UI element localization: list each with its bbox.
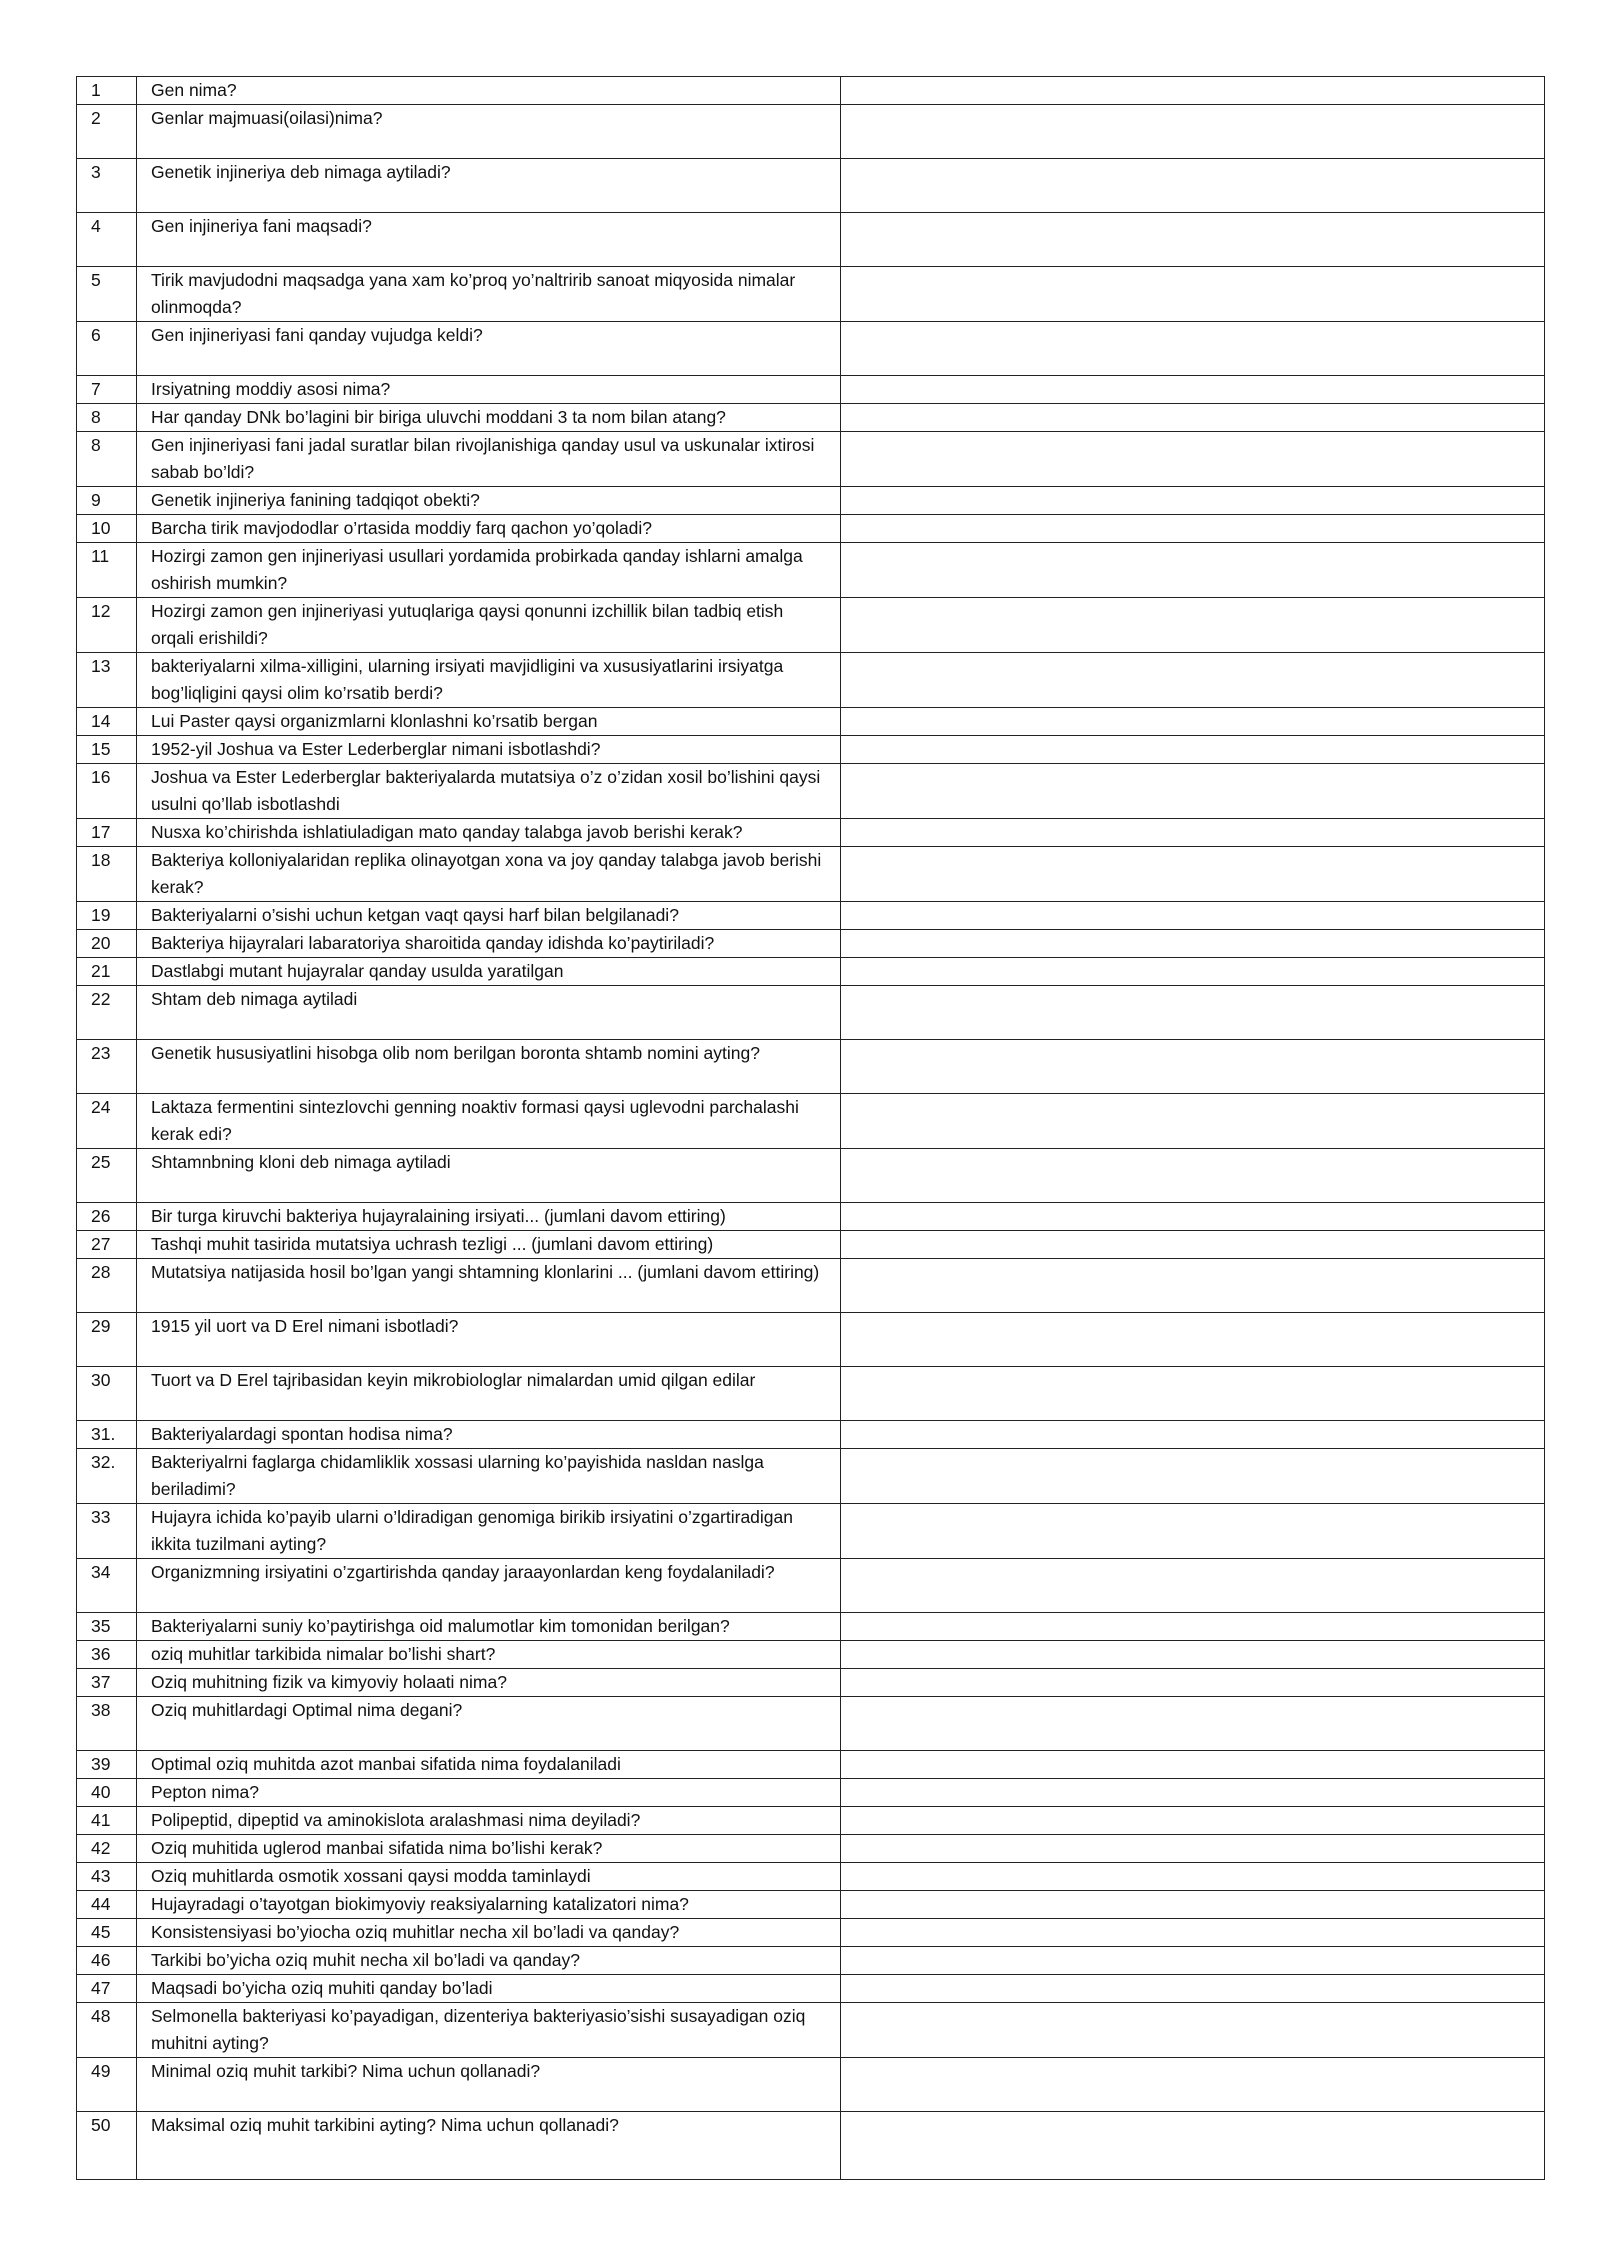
table-row bbox=[77, 543, 1545, 598]
table-row bbox=[77, 77, 1545, 105]
answer-cell[interactable] bbox=[841, 1835, 1545, 1863]
table-row bbox=[77, 105, 1545, 159]
question-number: 26 bbox=[77, 1203, 137, 1231]
answer-cell[interactable] bbox=[841, 1697, 1545, 1751]
question-text: Maksimal oziq muhit tarkibini ayting? Nima uchun qollanadi? bbox=[137, 2112, 841, 2180]
answer-cell[interactable] bbox=[841, 1313, 1545, 1367]
answer-cell[interactable] bbox=[841, 1891, 1545, 1919]
table-row bbox=[77, 653, 1545, 708]
question-text: Bakteriyalardagi spontan hodisa nima? bbox=[137, 1421, 841, 1449]
answer-cell[interactable] bbox=[841, 1947, 1545, 1975]
table-row bbox=[77, 1231, 1545, 1259]
question-number: 32. bbox=[77, 1449, 137, 1504]
table-row bbox=[77, 819, 1545, 847]
answer-cell[interactable] bbox=[841, 930, 1545, 958]
answer-cell[interactable] bbox=[841, 1231, 1545, 1259]
table-row bbox=[77, 487, 1545, 515]
table-row bbox=[77, 598, 1545, 653]
question-text: Mutatsiya natijasida hosil bo’lgan yangi shtamning klonlarini ... (jumlani davom ettiring) bbox=[137, 1259, 841, 1313]
table-row bbox=[77, 1613, 1545, 1641]
table-row bbox=[77, 322, 1545, 376]
question-number: 22 bbox=[77, 986, 137, 1040]
question-number: 29 bbox=[77, 1313, 137, 1367]
question-number: 10 bbox=[77, 515, 137, 543]
question-text: Genetik hususiyatlini hisobga olib nom berilgan boronta shtamb nomini ayting? bbox=[137, 1040, 841, 1094]
question-number: 37 bbox=[77, 1669, 137, 1697]
question-number: 11 bbox=[77, 543, 137, 598]
questions-table-body bbox=[77, 77, 1545, 2180]
questions-table bbox=[76, 76, 1545, 2180]
table-row bbox=[77, 986, 1545, 1040]
question-text: oziq muhitlar tarkibida nimalar bo’lishi shart? bbox=[137, 1641, 841, 1669]
table-row bbox=[77, 958, 1545, 986]
table-row bbox=[77, 376, 1545, 404]
question-number: 1 bbox=[77, 77, 137, 105]
question-text: Tashqi muhit tasirida mutatsiya uchrash tezligi ... (jumlani davom ettiring) bbox=[137, 1231, 841, 1259]
answer-cell[interactable] bbox=[841, 1149, 1545, 1203]
table-row bbox=[77, 267, 1545, 322]
question-number: 40 bbox=[77, 1779, 137, 1807]
question-number: 12 bbox=[77, 598, 137, 653]
question-text: Gen injineriya fani maqsadi? bbox=[137, 213, 841, 267]
answer-cell[interactable] bbox=[841, 432, 1545, 487]
question-text: Genetik injineriya fanining tadqiqot obekti? bbox=[137, 487, 841, 515]
table-row bbox=[77, 1697, 1545, 1751]
table-row bbox=[77, 1919, 1545, 1947]
table-row bbox=[77, 1040, 1545, 1094]
question-number: 23 bbox=[77, 1040, 137, 1094]
question-text: Barcha tirik mavjododlar o’rtasida moddiy farq qachon yo’qoladi? bbox=[137, 515, 841, 543]
question-text: Gen injineriyasi fani jadal suratlar bilan rivojlanishiga qanday usul va uskunalar ixtirosi sabab bo’ldi? bbox=[137, 432, 841, 487]
question-text: Pepton nima? bbox=[137, 1779, 841, 1807]
table-row bbox=[77, 1807, 1545, 1835]
question-text: Joshua va Ester Lederberglar bakteriyalarda mutatsiya o’z o’zidan xosil bo’lishini qaysi usulni qo’llab isbotlashdi bbox=[137, 764, 841, 819]
table-row bbox=[77, 930, 1545, 958]
answer-cell[interactable] bbox=[841, 1751, 1545, 1779]
question-number: 45 bbox=[77, 1919, 137, 1947]
table-row bbox=[77, 213, 1545, 267]
question-number: 34 bbox=[77, 1559, 137, 1613]
question-text: 1952-yil Joshua va Ester Lederberglar nimani isbotlashdi? bbox=[137, 736, 841, 764]
question-number: 2 bbox=[77, 105, 137, 159]
question-number: 24 bbox=[77, 1094, 137, 1149]
answer-cell[interactable] bbox=[841, 1559, 1545, 1613]
question-number: 3 bbox=[77, 159, 137, 213]
table-row bbox=[77, 515, 1545, 543]
question-number: 18 bbox=[77, 847, 137, 902]
question-text: bakteriyalarni xilma-xilligini, ularning irsiyati mavjidligini va xususiyatlarini irsiyatga bog’liqligini qaysi olim ko’rsatib berdi? bbox=[137, 653, 841, 708]
question-number: 7 bbox=[77, 376, 137, 404]
table-row bbox=[77, 1421, 1545, 1449]
answer-cell[interactable] bbox=[841, 1094, 1545, 1149]
answer-cell[interactable] bbox=[841, 515, 1545, 543]
question-number: 35 bbox=[77, 1613, 137, 1641]
question-text: Tarkibi bo’yicha oziq muhit necha xil bo’ladi va qanday? bbox=[137, 1947, 841, 1975]
question-text: Bir turga kiruvchi bakteriya hujayralaining irsiyati... (jumlani davom ettiring) bbox=[137, 1203, 841, 1231]
table-row bbox=[77, 1863, 1545, 1891]
table-row bbox=[77, 1975, 1545, 2003]
question-number: 39 bbox=[77, 1751, 137, 1779]
table-row bbox=[77, 1259, 1545, 1313]
question-number: 48 bbox=[77, 2003, 137, 2058]
question-text: Hujayra ichida ko’payib ularni o’ldiradigan genomiga birikib irsiyatini o’zgartiradigan ikkita tuzilmani ayting? bbox=[137, 1504, 841, 1559]
answer-cell[interactable] bbox=[841, 958, 1545, 986]
question-number: 33 bbox=[77, 1504, 137, 1559]
answer-cell[interactable] bbox=[841, 1669, 1545, 1697]
question-number: 38 bbox=[77, 1697, 137, 1751]
table-row bbox=[77, 1779, 1545, 1807]
question-text: Bakteriyalarni suniy ko’paytirishga oid malumotlar kim tomonidan berilgan? bbox=[137, 1613, 841, 1641]
question-number: 27 bbox=[77, 1231, 137, 1259]
question-number: 17 bbox=[77, 819, 137, 847]
question-number: 19 bbox=[77, 902, 137, 930]
question-text: Tuort va D Erel tajribasidan keyin mikrobiologlar nimalardan umid qilgan edilar bbox=[137, 1367, 841, 1421]
table-row bbox=[77, 1313, 1545, 1367]
table-row bbox=[77, 1835, 1545, 1863]
question-number: 8 bbox=[77, 432, 137, 487]
table-row bbox=[77, 1669, 1545, 1697]
table-row bbox=[77, 1504, 1545, 1559]
question-text: Bakteriyalrni faglarga chidamliklik xossasi ularning ko’payishida nasldan naslga beriladimi? bbox=[137, 1449, 841, 1504]
question-number: 9 bbox=[77, 487, 137, 515]
answer-cell[interactable] bbox=[841, 159, 1545, 213]
answer-cell[interactable] bbox=[841, 1641, 1545, 1669]
answer-cell[interactable] bbox=[841, 1975, 1545, 2003]
question-number: 42 bbox=[77, 1835, 137, 1863]
question-number: 15 bbox=[77, 736, 137, 764]
answer-cell[interactable] bbox=[841, 105, 1545, 159]
answer-cell[interactable] bbox=[841, 2112, 1545, 2180]
answer-cell[interactable] bbox=[841, 543, 1545, 598]
table-row bbox=[77, 159, 1545, 213]
question-text: Optimal oziq muhitda azot manbai sifatida nima foydalaniladi bbox=[137, 1751, 841, 1779]
question-text: Hujayradagi o’tayotgan biokimyoviy reaksiyalarning katalizatori nima? bbox=[137, 1891, 841, 1919]
question-number: 36 bbox=[77, 1641, 137, 1669]
answer-cell[interactable] bbox=[841, 404, 1545, 432]
question-text: Bakteriya kolloniyalaridan replika olinayotgan xona va joy qanday talabga javob berishi kerak? bbox=[137, 847, 841, 902]
question-text: Nusxa ko’chirishda ishlatiuladigan mato qanday talabga javob berishi kerak? bbox=[137, 819, 841, 847]
question-number: 28 bbox=[77, 1259, 137, 1313]
table-row bbox=[77, 1751, 1545, 1779]
answer-cell[interactable] bbox=[841, 1613, 1545, 1641]
answer-cell[interactable] bbox=[841, 487, 1545, 515]
answer-cell[interactable] bbox=[841, 1040, 1545, 1094]
answer-cell[interactable] bbox=[841, 986, 1545, 1040]
question-text: Shtam deb nimaga aytiladi bbox=[137, 986, 841, 1040]
answer-cell[interactable] bbox=[841, 1421, 1545, 1449]
question-number: 16 bbox=[77, 764, 137, 819]
question-text: Oziq muhitning fizik va kimyoviy holaati nima? bbox=[137, 1669, 841, 1697]
answer-cell[interactable] bbox=[841, 267, 1545, 322]
question-number: 41 bbox=[77, 1807, 137, 1835]
table-row bbox=[77, 764, 1545, 819]
answer-cell[interactable] bbox=[841, 1367, 1545, 1421]
question-text: Konsistensiyasi bo’yiocha oziq muhitlar necha xil bo’ladi va qanday? bbox=[137, 1919, 841, 1947]
question-number: 6 bbox=[77, 322, 137, 376]
answer-cell[interactable] bbox=[841, 764, 1545, 819]
answer-cell[interactable] bbox=[841, 1807, 1545, 1835]
question-number: 5 bbox=[77, 267, 137, 322]
question-text: Oziq muhitida uglerod manbai sifatida nima bo’lishi kerak? bbox=[137, 1835, 841, 1863]
table-row bbox=[77, 736, 1545, 764]
table-row bbox=[77, 902, 1545, 930]
answer-cell[interactable] bbox=[841, 1203, 1545, 1231]
table-row bbox=[77, 1947, 1545, 1975]
table-row bbox=[77, 1367, 1545, 1421]
question-text: Maqsadi bo’yicha oziq muhiti qanday bo’ladi bbox=[137, 1975, 841, 2003]
answer-cell[interactable] bbox=[841, 847, 1545, 902]
answer-cell[interactable] bbox=[841, 376, 1545, 404]
question-text: Laktaza fermentini sintezlovchi genning noaktiv formasi qaysi uglevodni parchalashi kerak edi? bbox=[137, 1094, 841, 1149]
question-text: Har qanday DNk bo’lagini bir biriga uluvchi moddani 3 ta nom bilan atang? bbox=[137, 404, 841, 432]
question-text: Polipeptid, dipeptid va aminokislota aralashmasi nima deyiladi? bbox=[137, 1807, 841, 1835]
table-row bbox=[77, 1149, 1545, 1203]
question-number: 30 bbox=[77, 1367, 137, 1421]
table-row bbox=[77, 1891, 1545, 1919]
question-text: Irsiyatning moddiy asosi nima? bbox=[137, 376, 841, 404]
question-number: 44 bbox=[77, 1891, 137, 1919]
question-text: Gen injineriyasi fani qanday vujudga keldi? bbox=[137, 322, 841, 376]
question-text: 1915 yil uort va D Erel nimani isbotladi? bbox=[137, 1313, 841, 1367]
table-row bbox=[77, 2058, 1545, 2112]
question-text: Genlar majmuasi(oilasi)nima? bbox=[137, 105, 841, 159]
question-number: 14 bbox=[77, 708, 137, 736]
answer-cell[interactable] bbox=[841, 213, 1545, 267]
question-number: 20 bbox=[77, 930, 137, 958]
answer-cell[interactable] bbox=[841, 2058, 1545, 2112]
answer-cell[interactable] bbox=[841, 653, 1545, 708]
question-number: 49 bbox=[77, 2058, 137, 2112]
question-number: 8 bbox=[77, 404, 137, 432]
table-row bbox=[77, 1641, 1545, 1669]
question-text: Genetik injineriya deb nimaga aytiladi? bbox=[137, 159, 841, 213]
question-text: Selmonella bakteriyasi ko’payadigan, dizenteriya bakteriyasio’sishi susayadigan oziq muhitni ayting? bbox=[137, 2003, 841, 2058]
answer-cell[interactable] bbox=[841, 1449, 1545, 1504]
answer-cell[interactable] bbox=[841, 902, 1545, 930]
question-text: Dastlabgi mutant hujayralar qanday usulda yaratilgan bbox=[137, 958, 841, 986]
table-row bbox=[77, 1449, 1545, 1504]
question-text: Hozirgi zamon gen injineriyasi usullari yordamida probirkada qanday ishlarni amalga oshirish mumkin? bbox=[137, 543, 841, 598]
answer-cell[interactable] bbox=[841, 1779, 1545, 1807]
question-text: Oziq muhitlarda osmotik xossani qaysi modda taminlaydi bbox=[137, 1863, 841, 1891]
table-row bbox=[77, 1203, 1545, 1231]
question-text: Lui Paster qaysi organizmlarni klonlashni ko’rsatib bergan bbox=[137, 708, 841, 736]
question-text: Gen nima? bbox=[137, 77, 841, 105]
table-row bbox=[77, 1559, 1545, 1613]
question-text: Organizmning irsiyatini o’zgartirishda qanday jaraayonlardan keng foydalaniladi? bbox=[137, 1559, 841, 1613]
question-number: 13 bbox=[77, 653, 137, 708]
table-row bbox=[77, 708, 1545, 736]
answer-cell[interactable] bbox=[841, 2003, 1545, 2058]
answer-cell[interactable] bbox=[841, 322, 1545, 376]
question-number: 21 bbox=[77, 958, 137, 986]
answer-cell[interactable] bbox=[841, 1504, 1545, 1559]
question-text: Tirik mavjudodni maqsadga yana xam ko’proq yo’naltririb sanoat miqyosida nimalar olinmoqda? bbox=[137, 267, 841, 322]
answer-cell[interactable] bbox=[841, 736, 1545, 764]
answer-cell[interactable] bbox=[841, 1863, 1545, 1891]
table-row bbox=[77, 432, 1545, 487]
table-row bbox=[77, 2003, 1545, 2058]
table-row bbox=[77, 404, 1545, 432]
question-number: 47 bbox=[77, 1975, 137, 2003]
question-number: 46 bbox=[77, 1947, 137, 1975]
answer-cell[interactable] bbox=[841, 598, 1545, 653]
answer-cell[interactable] bbox=[841, 1259, 1545, 1313]
question-number: 31. bbox=[77, 1421, 137, 1449]
question-number: 43 bbox=[77, 1863, 137, 1891]
table-row bbox=[77, 2112, 1545, 2180]
answer-cell[interactable] bbox=[841, 708, 1545, 736]
table-row bbox=[77, 1094, 1545, 1149]
question-text: Shtamnbning kloni deb nimaga aytiladi bbox=[137, 1149, 841, 1203]
answer-cell[interactable] bbox=[841, 1919, 1545, 1947]
answer-cell[interactable] bbox=[841, 819, 1545, 847]
question-text: Minimal oziq muhit tarkibi? Nima uchun qollanadi? bbox=[137, 2058, 841, 2112]
question-number: 50 bbox=[77, 2112, 137, 2180]
question-text: Oziq muhitlardagi Optimal nima degani? bbox=[137, 1697, 841, 1751]
answer-cell[interactable] bbox=[841, 77, 1545, 105]
question-text: Bakteriya hijayralari labaratoriya sharoitida qanday idishda ko’paytiriladi? bbox=[137, 930, 841, 958]
question-number: 4 bbox=[77, 213, 137, 267]
question-text: Hozirgi zamon gen injineriyasi yutuqlariga qaysi qonunni izchillik bilan tadbiq etish orqali erishildi? bbox=[137, 598, 841, 653]
question-number: 25 bbox=[77, 1149, 137, 1203]
question-text: Bakteriyalarni o’sishi uchun ketgan vaqt qaysi harf bilan belgilanadi? bbox=[137, 902, 841, 930]
table-row bbox=[77, 847, 1545, 902]
